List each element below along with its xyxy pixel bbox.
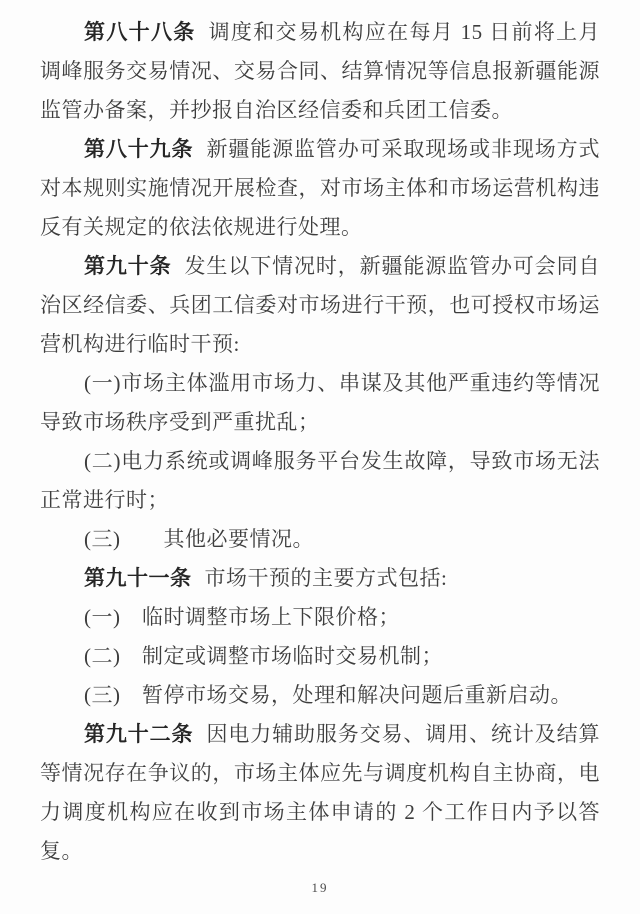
article-number: 第八十九条	[84, 137, 194, 161]
article-number: 第九十条	[84, 254, 172, 278]
page-number: 19	[311, 880, 329, 895]
article-number: 第九十二条	[84, 722, 194, 746]
paragraph-text: 新疆能源监管办可采取现场或非现场方式对本规则实施情况开展检查，对市场主体和市场运营机构违反有关规定的依法依规进行处理。	[40, 137, 601, 239]
list-item-3	[40, 520, 600, 559]
list-item-2	[40, 442, 600, 520]
article-number: 第九十一条	[84, 566, 192, 590]
paragraph-article-90	[40, 247, 600, 364]
paragraph-text: (三) 其他必要情况。	[84, 527, 314, 551]
paragraph-text: 因电力辅助服务交易、调用、统计及结算等情况存在争议的，市场主体应先与调度机构自主协商，电力调度机构应在收到市场主体申请的 2 个工作日内予以答复。	[40, 722, 601, 863]
paragraph-text: (二) 制定或调整市场临时交易机制；	[84, 644, 443, 668]
paragraph-text: (一) 临时调整市场上下限价格；	[84, 605, 400, 629]
list-item-2	[40, 637, 600, 676]
paragraph-article-92	[40, 715, 600, 871]
document-body	[40, 13, 600, 871]
list-item-1	[40, 598, 600, 637]
paragraph-text: (一)市场主体滥用市场力、串谋及其他严重违约等情况导致市场秩序受到严重扰乱；	[40, 371, 600, 434]
paragraph-text: 发生以下情况时，新疆能源监管办可会同自治区经信委、兵团工信委对市场进行干预，也可授权市场运营机构进行临时干预:	[40, 254, 600, 356]
paragraph-article-88	[40, 13, 600, 130]
paragraph-article-89	[40, 130, 600, 247]
list-item-1	[40, 364, 600, 442]
article-number: 第八十八条	[84, 20, 196, 44]
paragraph-text: 调度和交易机构应在每月 15 日前将上月调峰服务交易情况、交易合同、结算情况等信息报新疆能源监管办备案，并抄报自治区经信委和兵团工信委。	[40, 20, 601, 122]
paragraph-text: (二)电力系统或调峰服务平台发生故障，导致市场无法正常进行时；	[40, 449, 600, 512]
paragraph-text: 市场干预的主要方式包括:	[204, 566, 448, 590]
paragraph-article-91	[40, 559, 600, 598]
list-item-3	[40, 676, 600, 715]
paragraph-text: (三) 暂停市场交易，处理和解决问题后重新启动。	[84, 683, 572, 707]
